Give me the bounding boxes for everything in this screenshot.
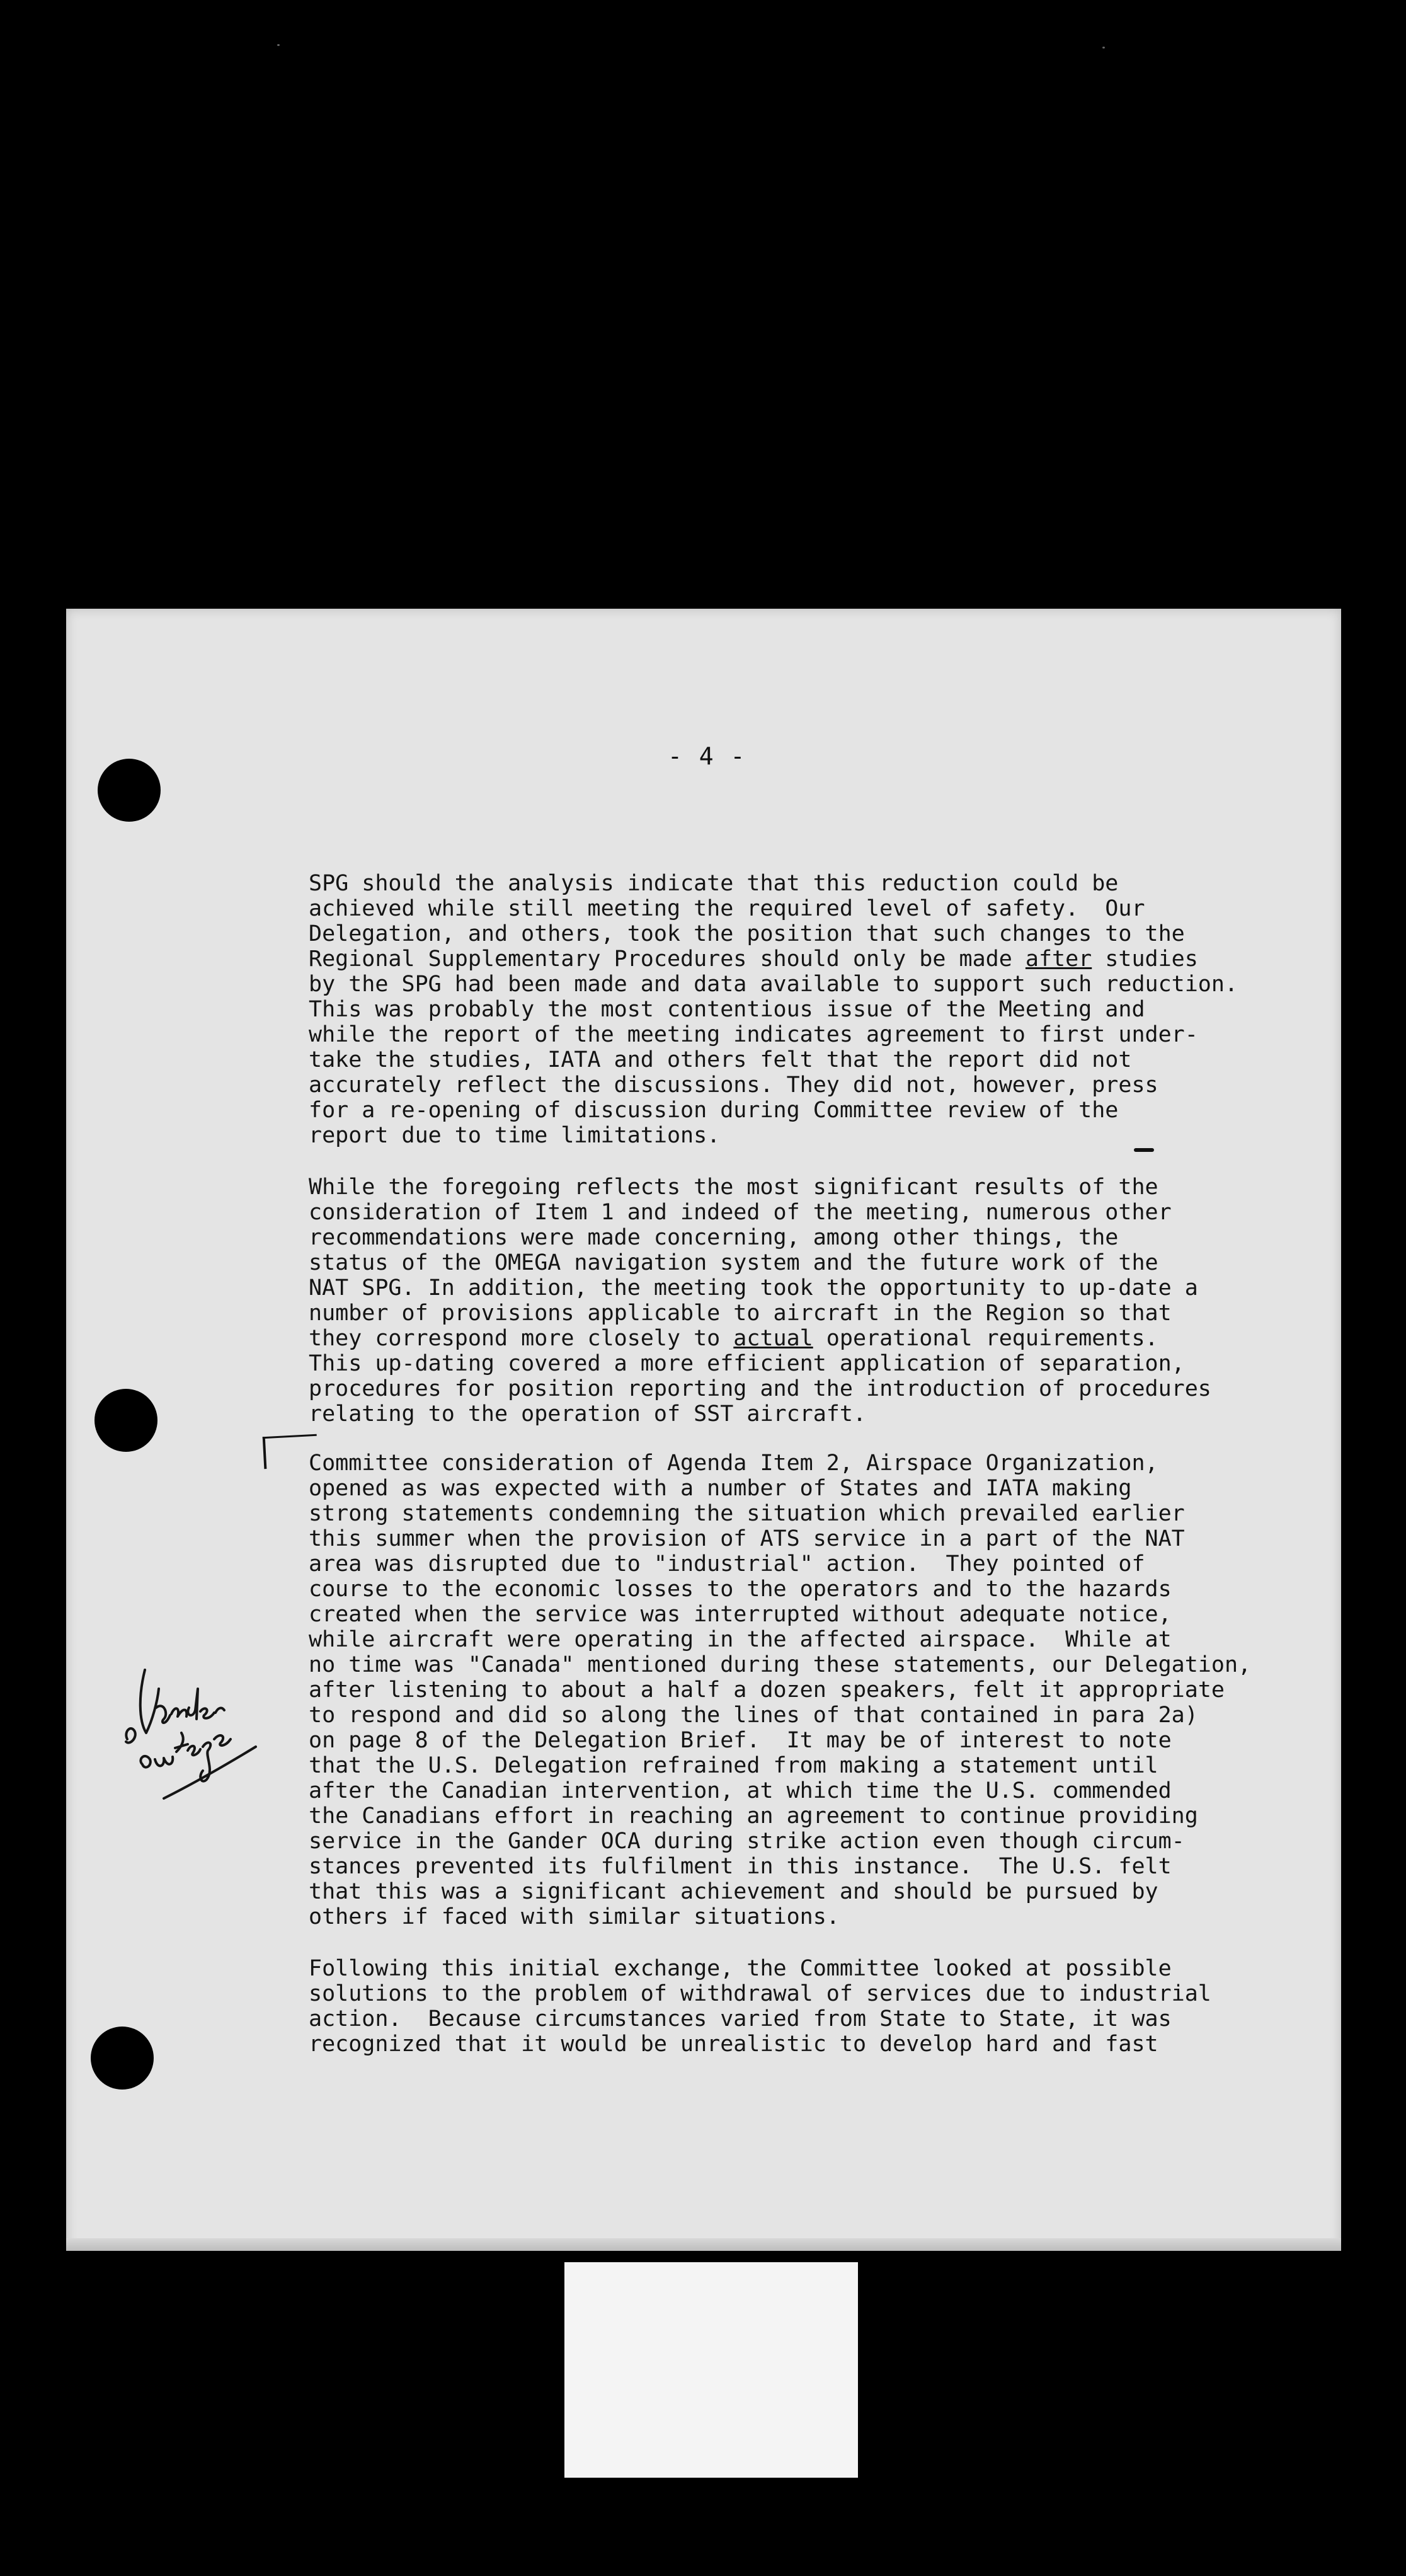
text-line: stances prevented its fulfilment in this instance. The U.S. felt: [309, 1854, 1172, 1879]
punch-hole-top: [98, 759, 161, 822]
text-line: NAT SPG. In addition, the meeting took the opportunity to up-date a: [309, 1275, 1198, 1301]
text-line: status of the OMEGA navigation system and the future work of the: [309, 1250, 1158, 1275]
text-line: this summer when the provision of ATS service in a part of the NAT: [309, 1526, 1185, 1551]
paragraph-2: [309, 1175, 1241, 1427]
text-line: Committee consideration of Agenda Item 2, Airspace Organization,: [309, 1451, 1158, 1476]
text-line: achieved while still meeting the required level of safety. Our: [309, 896, 1145, 921]
text-line: SPG should the analysis indicate that this reduction could be: [309, 871, 1119, 896]
text-line: Regional Supplementary Procedures should only be made after studies: [309, 946, 1198, 972]
text-line: accurately reflect the discussions. They did not, however, press: [309, 1072, 1158, 1098]
text-line: procedures for position reporting and the introduction of procedures: [309, 1376, 1211, 1401]
text-line: Following this initial exchange, the Committee looked at possible: [309, 1956, 1172, 1981]
text-line: take the studies, IATA and others felt that the report did not: [309, 1047, 1132, 1072]
text-line: Delegation, and others, took the position that such changes to the: [309, 921, 1185, 946]
handwriting-scribble: [120, 1645, 271, 1808]
text-line: the Canadians effort in reaching an agreement to continue providing: [309, 1803, 1198, 1829]
text-line: area was disrupted due to "industrial" action. They pointed of: [309, 1551, 1145, 1577]
text-line: after the Canadian intervention, at which time the U.S. commended: [309, 1778, 1172, 1803]
text-line: while aircraft were operating in the affected airspace. While at: [309, 1627, 1172, 1652]
underlined-word: actual: [733, 1326, 813, 1351]
text-line: recommendations were made concerning, among other things, the: [309, 1225, 1119, 1250]
text-line: course to the economic losses to the operators and to the hazards: [309, 1577, 1172, 1602]
paragraph-3: [309, 1451, 1252, 1929]
text-line: others if faced with similar situations.: [309, 1904, 840, 1929]
text-line: action. Because circumstances varied from State to State, it was: [309, 2006, 1172, 2032]
paragraph-1: [309, 871, 1241, 1148]
text-line: relating to the operation of SST aircraft.: [309, 1401, 867, 1427]
white-stamp-box: [564, 2262, 858, 2478]
paragraph-bracket-mark: [263, 1434, 319, 1469]
text-line: to respond and did so along the lines of that contained in para 2a): [309, 1703, 1198, 1728]
text-line: they correspond more closely to actual operational requirements.: [309, 1326, 1158, 1351]
text-line: after listening to about a half a dozen speakers, felt it appropriate: [309, 1677, 1225, 1703]
underlined-word: after: [1025, 946, 1092, 972]
text-line: consideration of Item 1 and indeed of the meeting, numerous other: [309, 1200, 1172, 1225]
text-line: that the U.S. Delegation refrained from making a statement until: [309, 1753, 1158, 1778]
text-line: for a re-opening of discussion during Committee review of the: [309, 1098, 1119, 1123]
scan-speck: [1102, 47, 1105, 49]
page-number: - 4 -: [668, 742, 746, 770]
page-bottom-edge: [66, 2238, 1341, 2251]
paragraph-4: [309, 1956, 1241, 2057]
scan-speck: [277, 44, 280, 46]
text-line: by the SPG had been made and data available to support such reduction.: [309, 972, 1238, 997]
text-line: no time was "Canada" mentioned during these statements, our Delegation,: [309, 1652, 1252, 1677]
text-line: while the report of the meeting indicates agreement to first under-: [309, 1022, 1198, 1047]
text-line: report due to time limitations.: [309, 1123, 721, 1148]
text-line: recognized that it would be unrealistic to develop hard and fast: [309, 2032, 1158, 2057]
text-line: created when the service was interrupted without adequate notice,: [309, 1602, 1172, 1627]
text-line: opened as was expected with a number of States and IATA making: [309, 1476, 1132, 1501]
text-line: service in the Gander OCA during strike action even though circum-: [309, 1829, 1185, 1854]
text-line: that this was a significant achievement and should be pursued by: [309, 1879, 1158, 1904]
punch-hole-bottom: [91, 2027, 154, 2090]
margin-dash-mark: [1134, 1148, 1154, 1152]
text-line: While the foregoing reflects the most significant results of the: [309, 1175, 1158, 1200]
text-line: This was probably the most contentious issue of the Meeting and: [309, 997, 1145, 1022]
punch-hole-middle: [94, 1389, 157, 1452]
text-line: on page 8 of the Delegation Brief. It may be of interest to note: [309, 1728, 1172, 1753]
text-line: number of provisions applicable to aircraft in the Region so that: [309, 1301, 1172, 1326]
body-text: [309, 871, 1252, 2083]
handwritten-margin-note: [120, 1645, 271, 1808]
text-line: This up-dating covered a more efficient application of separation,: [309, 1351, 1185, 1376]
text-line: solutions to the problem of withdrawal of services due to industrial: [309, 1981, 1211, 2006]
text-line: strong statements condemning the situation which prevailed earlier: [309, 1501, 1185, 1526]
